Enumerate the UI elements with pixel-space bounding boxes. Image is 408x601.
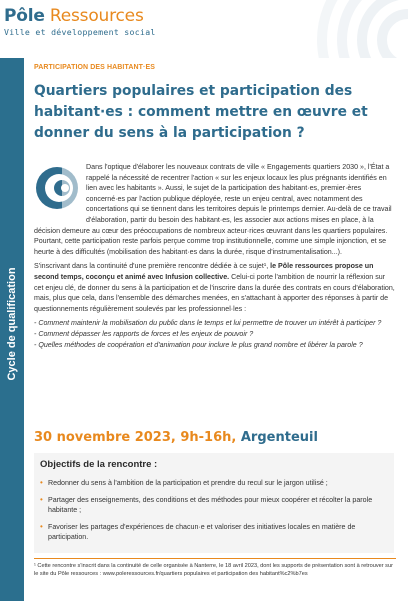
objectives-list bbox=[40, 478, 394, 542]
article bbox=[34, 64, 400, 349]
objective-item bbox=[40, 495, 394, 515]
objective-text: Redonner du sens à l'ambition de la participation et prendre du recul sur le jargon utilisé ; bbox=[48, 479, 328, 487]
logo-part1: Pôle bbox=[4, 6, 45, 26]
event-date-line bbox=[34, 430, 318, 445]
logo-part2: Ressources bbox=[49, 6, 144, 26]
decorative-arcs-icon bbox=[258, 0, 408, 58]
question-item: - Comment maintenir la mobilisation du public dans le temps et lui permettre de trouver un intérêt à participer ? bbox=[34, 319, 382, 328]
page-header bbox=[0, 0, 408, 58]
objectives-box bbox=[34, 453, 394, 553]
second-paragraph bbox=[34, 261, 396, 314]
logo-title bbox=[4, 6, 156, 26]
quote-mark-icon bbox=[34, 162, 80, 214]
question-item: - Comment dépasser les rapports de forces et les enjeux de pouvoir ? bbox=[34, 329, 254, 338]
objectives-title: Objectifs de la rencontre : bbox=[40, 459, 158, 470]
article-kicker: PARTICIPATION DES HABITANT·ES bbox=[34, 64, 155, 71]
intro-paragraph: Dans l'optique d'élaborer les nouveaux contrats de ville « Engagements quartiers 2030 », l'État a rappelé la nécessité de recentrer l'action « sur les enjeux locaux les plus prégnants identifiés en lien avec les habitants ». Aussi, le sujet de la participation des habitant·es, premier·ères concerné·es par l'action publique déployée, reste un enjeu central, avec notamment des concertations qui se tiennent dans les territoires depuis le printemps dernier. Au-delà de ce travail d'élaboration, partir du besoin des habitant·es, les associer aux actions mises en place, à la décision demeure au cœur des préoccupations de nombreux acteur·rices œuvrant dans les quartiers populaires. Pourtant, cette participation reste parfois perçue comme trop institutionnelle, comme une simple injonction, et se heurte à des difficultés (mobilisation des habitant·es dans la durée, risque d'instrumentalisation...). bbox=[34, 163, 392, 256]
p2-end: Celui-ci porte l'ambition de nourrir la réflexion sur cet enjeu clé, de donner du sens à la participation et de l'inscrire dans la durée des contrats en cours d'élaboration, mais, plus que cela, dans l'ensemble des démarches menées, en s'attachant à apporter des réponses à partir de questionnements régulièrement soulevés par les professionnel·les : bbox=[34, 272, 395, 313]
bullet-icon: • bbox=[40, 522, 43, 531]
bullet-icon: • bbox=[40, 478, 43, 487]
p2-start: S'inscrivant dans la continuité d'une première rencontre dédiée à ce sujet¹, bbox=[34, 262, 271, 271]
sidebar-band bbox=[0, 58, 24, 601]
bullet-icon: • bbox=[40, 495, 43, 504]
event-date: 30 novembre 2023, bbox=[34, 430, 176, 445]
footnote: ¹ Cette rencontre s'inscrit dans la continuité de celle organisée à Nanterre, le 18 avril 2023, dont les supports de présentation sont à retrouver sur le site du Pôle ressources : www.poleressources.fr/quartiers populaires et participation des habitant%c2%b7es bbox=[34, 558, 396, 578]
logo-subtitle: Ville et développement social bbox=[4, 27, 156, 37]
objective-item bbox=[40, 478, 394, 488]
p2-strong: le Pôle ressources propose un second temps, coconçu et animé avec Infusion collective. bbox=[34, 262, 374, 281]
sidebar-label: Cycle de qualification bbox=[6, 267, 18, 381]
event-place: Argenteuil bbox=[240, 430, 318, 445]
event-time: 9h-16h, bbox=[180, 430, 237, 445]
question-list bbox=[34, 318, 396, 350]
objective-item bbox=[40, 522, 394, 542]
article-title: Quartiers populaires et participation des habitant·es : comment mettre en œuvre et donner du sens à la participation ? bbox=[34, 83, 368, 141]
article-body bbox=[34, 162, 396, 350]
objective-text: Favoriser les partages d'expériences de chacun·e et valoriser des initiatives locales en matière de participation. bbox=[48, 523, 356, 541]
question-item: - Quelles méthodes de coopération et d'animation pour inclure le plus grand nombre et libérer la parole ? bbox=[34, 340, 363, 349]
pole-ressources-logo bbox=[4, 6, 156, 37]
objective-text: Partager des enseignements, des conditions et des méthodes pour mieux coopérer et récolter la parole habitante ; bbox=[48, 496, 373, 514]
